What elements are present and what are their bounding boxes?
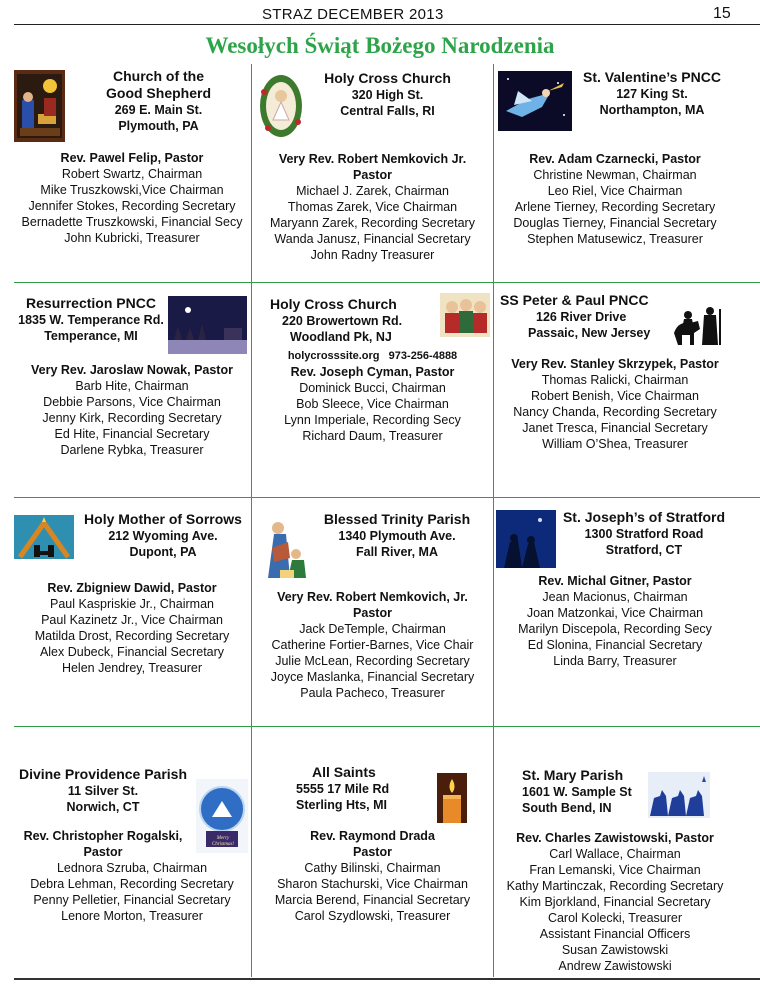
parish-officers-resurrection: Very Rev. Jaroslaw Nowak, Pastor Barb Hite, Chairman Debbie Parsons, Vice Chairman Jenny Kirk, Recording Secretary Ed Hite, Financial Secretary Darlene Rybka, Treasurer [31,363,233,457]
page-number: 15 [713,5,731,22]
parish-name-good-shepherd: Church of the Good Shepherd 269 E. Main St. Plymouth, PA [106,68,211,133]
ornament-text: Merry Christmas! [211,836,235,847]
parish-officers-st-mary: Rev. Charles Zawistowski, Pastor Carl Wallace, Chairman Fran Lemanski, Vice Chairman Kathy Martinczak, Recording Secretary Kim Bjorkland, Financial Secretary Carol Kolecki, Treasurer Assistant Financial Officers Susan Zawistowski Andrew Zawistowski [506,831,724,973]
carolers-image [440,293,490,337]
parish-officers-divine-providence: Lednora Szruba, Chairman Debra Lehman, Recording Secretary Penny Pelletier, Financial Secretary Lenore Morton, Treasurer [30,861,234,923]
parish-officers-st-valentine: Rev. Adam Czarnecki, Pastor Christine Newman, Chairman Leo Riel, Vice Chairman Arlene Tierney, Recording Secretary Douglas Tierney, Financial Secretary Stephen Matusewicz, Treasurer [513,152,717,246]
flight-to-egypt-image [672,303,722,347]
parish-officers-holy-cross-central-falls: Very Rev. Robert Nemkovich Jr. Pastor Michael J. Zarek, Chairman Thomas Zarek, Vice Chairman Maryann Zarek, Recording Secretary Wanda Janusz, Financial Secretary John Radny Treasurer [270,152,475,262]
page-title: Wesołych Świąt Bożego Narodzenia [205,33,555,58]
parish-name-resurrection: Resurrection PNCC 1835 W. Temperance Rd. Temperance, MI [18,295,164,343]
magi-night-image [168,296,247,354]
parish-name-st-joseph: St. Joseph’s of Stratford 1300 Stratford Road Stratford, CT [562,509,726,557]
parish-officers-all-saints: Rev. Raymond Drada Pastor Cathy Bilinski, Chairman Sharon Stachurski, Vice Chairman Marcia Berend, Financial Secretary Carol Szydlowski, Treasurer [274,829,471,923]
parish-officers-st-joseph: Rev. Michal Gitner, Pastor Jean Macionus, Chairman Joan Matzonkai, Vice Chairman Marilyn Discepola, Recording Secy Ed Slonina, Financial Secretary Linda Barry, Treasurer [518,574,712,668]
holy-family-image [264,518,308,580]
snow-globe-image [196,779,248,853]
parish-name-all-saints: All Saints 5555 17 Mile Rd Sterling Hts, MI [296,764,390,812]
parish-officers-holy-mother: Rev. Zbigniew Dawid, Pastor Paul Kaspriskie Jr., Chairman Paul Kazinetz Jr., Vice Chairman Matilda Drost, Recording Secretary Alex Dubeck, Financial Secretary Helen Jendrey, Treasurer [34,581,230,675]
parish-name-divine-providence: Divine Providence Parish 11 Silver St. Norwich, CT [18,766,188,814]
parish-name-st-mary: St. Mary Parish 1601 W. Sample St South Bend, IN [522,767,632,815]
parish-name-holy-cross-woodland: Holy Cross Church 220 Browertown Rd. Woodland Pk, NJ [270,296,403,344]
nativity-stable-image [14,515,74,559]
parish-officers-ss-peter-paul: Very Rev. Stanley Skrzypek, Pastor Thomas Ralicki, Chairman Robert Benish, Vice Chairman Nancy Chanda, Recording Secretary Janet Tresca, Financial Secretary William O’Shea, Treasurer [511,357,719,451]
angel-trumpet-image [498,71,572,131]
grid-line-h1 [14,282,760,283]
parish-name-ss-peter-paul: SS Peter & Paul PNCC 126 River Drive Passaic, New Jersey [500,292,651,340]
nativity-scene-image [14,70,65,142]
grid-line-h2 [14,497,760,498]
magi-silhouette-image [496,510,556,568]
parish-officers-good-shepherd: Rev. Pawel Felip, Pastor Robert Swartz, Chairman Mike Truszkowski,Vice Chairman Jennifer Stokes, Recording Secretary Bernadette Truszkowski, Financial Secy John Kubricki, Treasurer [21,151,243,245]
parish-pastor-divine-providence: Rev. Christopher Rogalski, Pastor [23,829,183,859]
parish-name-holy-mother: Holy Mother of Sorrows 212 Wyoming Ave. Dupont, PA [84,511,242,559]
candle-image [437,773,467,823]
parish-name-blessed-trinity: Blessed Trinity Parish 1340 Plymouth Ave. Fall River, MA [323,511,471,559]
parish-officers-holy-cross-woodland: holycrosssite.org 973-256-4888 Rev. Joseph Cyman, Pastor Dominick Bucci, Chairman Bob Sleece, Vice Chairman Lynn Imperiale, Recording Secy Richard Daum, Treasurer [284,350,461,443]
grid-line-h3 [14,726,760,727]
header-rule [14,24,760,25]
parish-name-st-valentine: St. Valentine’s PNCC 127 King St. Northampton, MA [583,69,721,117]
publication-header: STRAZ DECEMBER 2013 [262,6,444,23]
parish-name-holy-cross-central-falls: Holy Cross Church 320 High St. Central Falls, RI [324,70,451,118]
magi-caravan-image [648,772,710,818]
parish-officers-blessed-trinity: Very Rev. Robert Nemkovich, Jr. Pastor Jack DeTemple, Chairman Catherine Fortier-Barnes, Vice Chair Julie McLean, Recording Secretary Joyce Maslanka, Financial Secretary Paula Pacheco, Treasurer [270,590,475,700]
footer-rule [14,978,760,980]
angel-wreath-image [258,72,304,140]
